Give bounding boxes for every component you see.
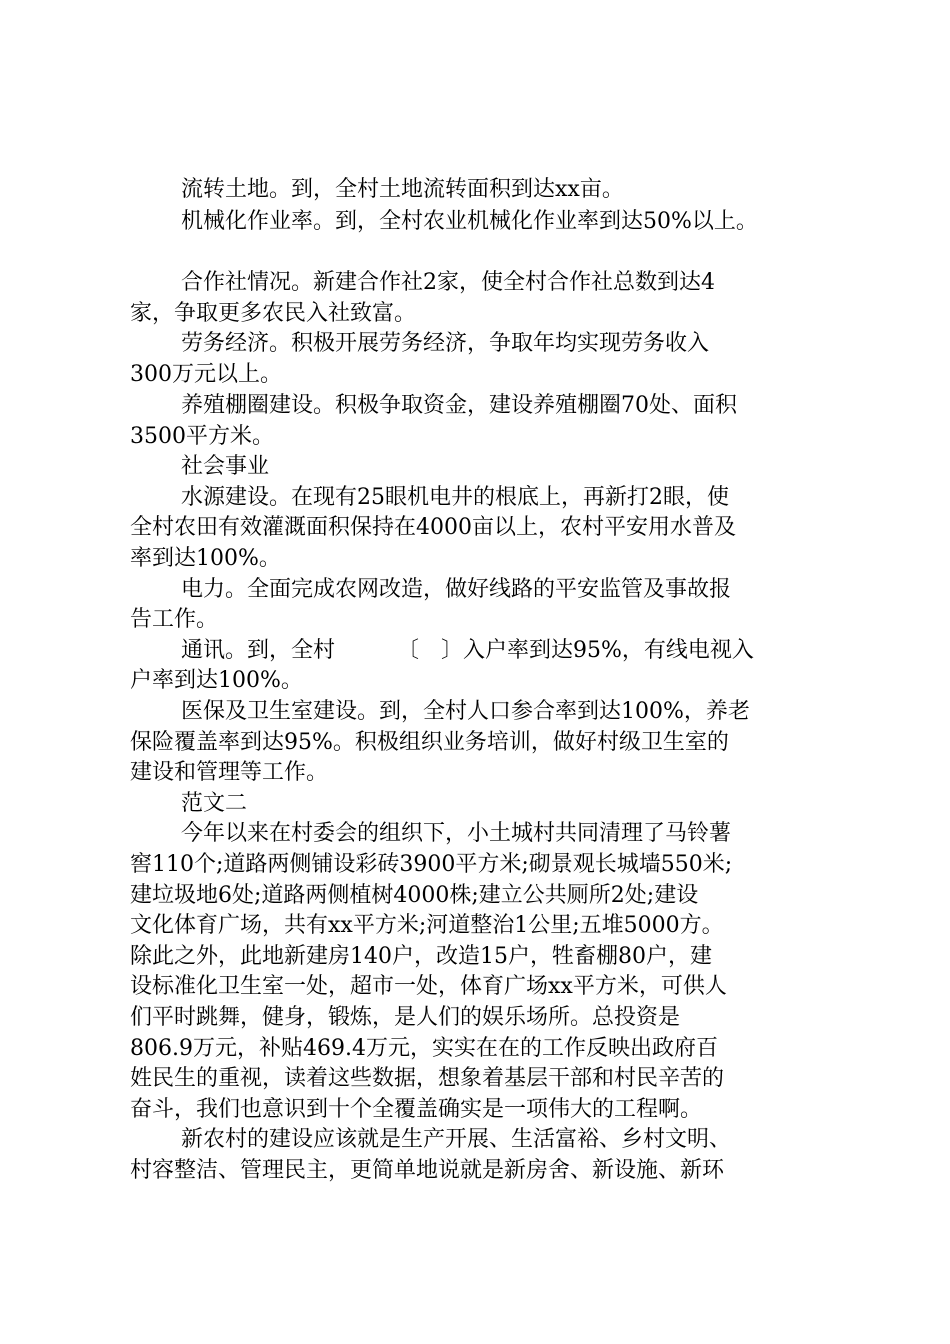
text-line: 机械化作业率。到，全村农业机械化作业率到达50%以上。 <box>181 209 758 234</box>
text-line: 300万元以上。 <box>130 362 282 387</box>
text-line: 姓民生的重视，读着这些数据，想象着基层干部和村民辛苦的 <box>130 1066 725 1091</box>
text-line: 医保及卫生室建设。到，全村人口参合率到达100%，养老 <box>181 699 750 724</box>
text-line: 806.9万元，补贴469.4万元，实实在在的工作反映出政府百 <box>130 1036 718 1061</box>
text-line: 建垃圾地6处;道路两侧植树4000株;建立公共厕所2处;建设 <box>130 883 699 908</box>
text-line: 保险覆盖率到达95%。积极组织业务培训，做好村级卫生室的 <box>130 730 729 755</box>
text-line: 奋斗，我们也意识到十个全覆盖确实是一项伟大的工程啊。 <box>130 1097 703 1122</box>
text-line: 电力。全面完成农网改造，做好线路的平安监管及事故报 <box>181 577 732 602</box>
text-segment: 〔 〕入户率到达95%，有线电视入 <box>397 638 754 663</box>
text-line: 劳务经济。积极开展劳务经济，争取年均实现劳务收入 <box>181 331 710 356</box>
text-line: 们平时跳舞，健身，锻炼，是人们的娱乐场所。总投资是 <box>130 1005 681 1030</box>
text-line: 窖110个;道路两侧铺设彩砖3900平方米;砌景观长城墙550米; <box>130 852 733 877</box>
text-line: 养殖棚圈建设。积极争取资金，建设养殖棚圈70处、面积 <box>181 393 737 418</box>
text-line: 文化体育广场，共有xx平方米;河道整治1公里;五堆5000方。 <box>130 913 724 938</box>
text-line: 除此之外，此地新建房140户，改造15户，牲畜棚80户，建 <box>130 944 712 969</box>
text-line: 村容整洁、管理民主，更简单地说就是新房舍、新设施、新环 <box>130 1158 725 1183</box>
section-heading: 社会事业 <box>181 454 270 479</box>
text-line: 告工作。 <box>130 607 219 632</box>
text-line: 全村农田有效灌溉面积保持在4000亩以上，农村平安用水普及 <box>130 515 736 540</box>
text-line: 水源建设。在现有25眼机电井的根底上，再新打2眼，使 <box>181 485 729 510</box>
text-line: 家，争取更多农民入社致富。 <box>130 301 417 326</box>
text-line: 率到达100%。 <box>130 546 281 571</box>
text-line: 设标准化卫生室一处，超市一处，体育广场xx平方米，可供人 <box>130 974 727 999</box>
text-line: 户率到达100%。 <box>130 668 303 693</box>
text-line: 3500平方米。 <box>130 424 274 449</box>
text-line: 建设和管理等工作。 <box>130 760 329 785</box>
text-line: 新农村的建设应该就是生产开展、生活富裕、乡村文明、 <box>181 1127 732 1152</box>
text-line: 今年以来在村委会的组织下，小土城村共同清理了马铃薯 <box>181 821 732 846</box>
section-heading: 范文二 <box>181 791 248 816</box>
text-segment: 通讯。到，全村 <box>181 638 336 663</box>
text-line: 合作社情况。新建合作社2家，使全村合作社总数到达4 <box>181 270 715 295</box>
text-line <box>181 635 754 667</box>
text-line: 流转土地。到，全村土地流转面积到达xx亩。 <box>181 177 624 202</box>
